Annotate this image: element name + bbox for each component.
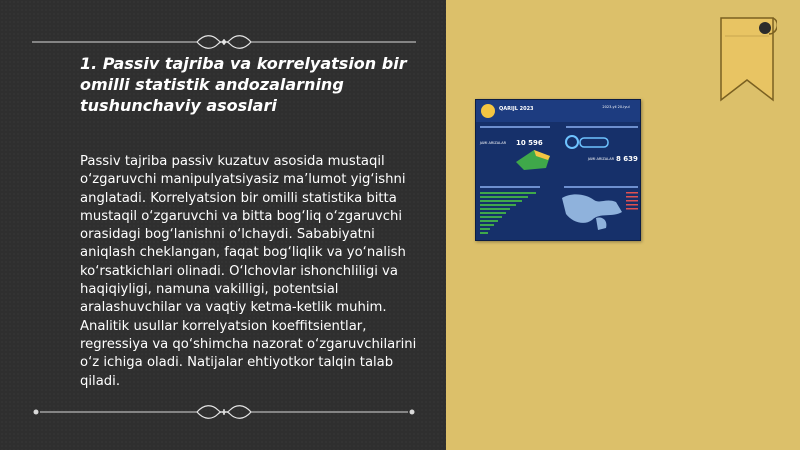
slide-body-text: Passiv tajriba passiv kuzatuv asosida mustaqil o‘zgaruvchi manipulyatsiyasiz ma’lumot yig‘ishni anglatadi. Korrelyatsion bir omilli statistika bitta mustaqil o‘zgaruvchi va bitta bog‘liq o‘zgaruvchi orasidagi bog‘lanishni o‘lchaydi. Sababiyatni aniqlash cheklangan, faqat bog‘liqlik va yo‘nalish ko‘rsatkichlari olinadi. O‘lchovlar ishonchliligi va haqiqiyligi, namuna vakilligi, potentsial aralashuvchilar va vaqtiy ketma-ketlik muhim. Analitik usullar korrelyatsion koeffitsientlar, regressiya va qo‘shimcha nazorat o‘zgaruvchilarini o‘z ichiga oladi. Natijalar ehtiyotkor talqin talab qiladi. — [80, 154, 417, 389]
bookmark-ribbon-icon — [717, 16, 777, 102]
thumb-header-date: 2023-yil 20-iyul — [602, 105, 630, 109]
thumb-left-value: 10 596 — [516, 139, 543, 147]
thumb-right-value: 8 639 — [616, 155, 638, 163]
ornament-divider-top — [32, 30, 416, 54]
slide-title: 1. Passiv tajriba va korrelyatsion bir omilli statistik andozalarning tushunchaviy asoslari — [80, 54, 407, 115]
thumb-left-label: JAMI ARIZALAR — [480, 141, 507, 145]
thumb-right-label: JAMI ARIZALAR — [588, 157, 615, 161]
ornament-divider-bottom — [32, 400, 416, 424]
thumb-header: QARIJL 2023 — [499, 106, 534, 112]
dashboard-thumbnail — [475, 99, 641, 241]
dashboard-image — [476, 100, 641, 241]
